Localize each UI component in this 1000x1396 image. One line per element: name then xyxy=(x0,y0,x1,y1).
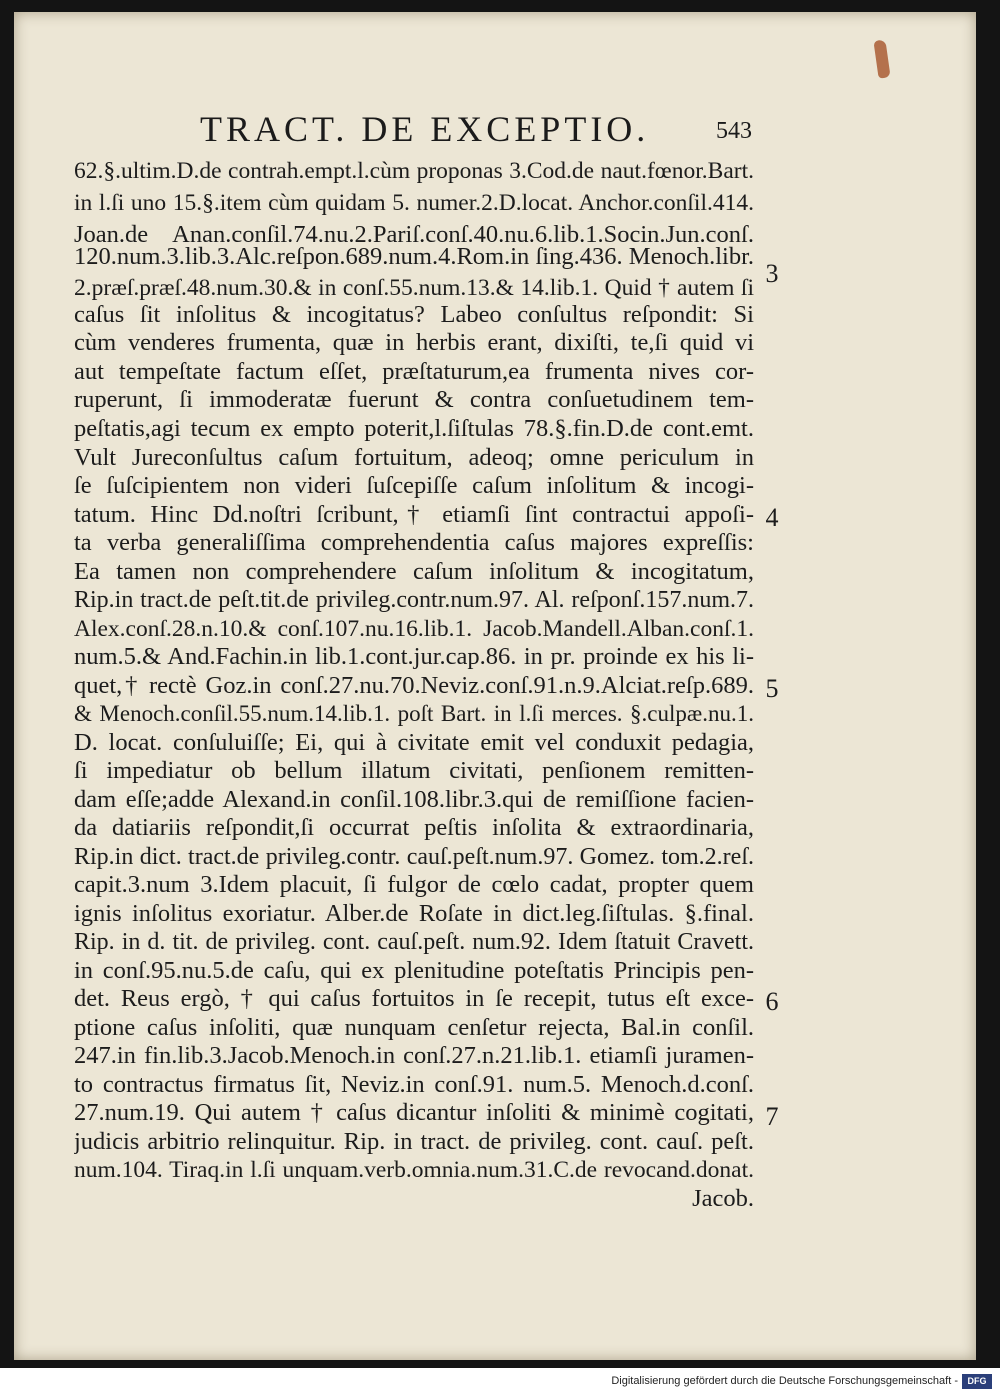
catchword: Jacob. xyxy=(692,1185,754,1212)
text-line: dam eſſe;adde Alexand.in conſil.108.libr.3.qui de remiſſione facien- xyxy=(74,786,754,813)
text-line: ptione caſus inſoliti, quæ nunquam cenſetur rejecta, Bal.in conſil. xyxy=(74,1014,754,1041)
text-line: in conſ.95.nu.5.de caſu, qui ex plenitudine poteſtatis Principis pen- xyxy=(74,957,754,984)
text-line: Joan.de Anan.conſil.74.nu.2.Pariſ.conſ.40.nu.6.lib.1.Socin.Jun.conſ. xyxy=(74,221,754,248)
text-line: aut tempeſtate factum eſſet, præſtaturum,ea frumenta nives cor- xyxy=(74,358,754,385)
text-line: to contractus firmatus ſit, Neviz.in conſ.91. num.5. Menoch.d.conſ. xyxy=(74,1071,754,1098)
text-line: Rip.in dict. tract.de privileg.contr. cauſ.peſt.num.97. Gomez. tom.2.reſ. xyxy=(74,844,754,870)
text-line: Rip. in d. tit. de privileg. cont. cauſ.peſt. num.92. Idem ſtatuit Cravett. xyxy=(74,929,754,955)
margin-number: 3 xyxy=(765,259,779,288)
text-line: Alex.conſ.28.n.10.& conſ.107.nu.16.lib.1. Jacob.Mandell.Alban.conſ.1. xyxy=(74,616,754,642)
text-line: quet,† rectè Goz.in conſ.27.nu.70.Neviz.conſ.91.n.9.Alciat.reſp.689. xyxy=(74,672,754,699)
text-line: 2.præſ.præſ.48.num.30.& in conſ.55.num.13.& 14.lib.1. Quid † autem ſi xyxy=(74,275,754,301)
text-line: in l.ſi uno 15.§.item cùm quidam 5. numer.2.D.locat. Anchor.conſil.414. xyxy=(74,190,754,216)
page-number: 543 xyxy=(716,118,752,144)
margin-number: 4 xyxy=(765,503,779,532)
text-line: Vult Jureconſultus caſum fortuitum, adeoq; omne periculum in xyxy=(74,444,754,471)
text-line: 62.§.ultim.D.de contrah.empt.l.cùm proponas 3.Cod.de naut.fœnor.Bart. xyxy=(74,158,754,184)
text-line: ta verba generaliſſima comprehendentia caſus majores expreſſis: xyxy=(74,529,754,556)
margin-number: 5 xyxy=(765,674,779,703)
text-line: peſtatis,agi tecum ex empto poterit,l.ſiſtulas 78.§.fin.D.de cont.emt. xyxy=(74,415,754,442)
text-line: cùm venderes frumenta, quæ in herbis erant, dixiſti, te,ſi quid vi xyxy=(74,329,754,356)
text-line: da datiariis reſpondit,ſi occurrat peſtis inſolita & extraordinaria, xyxy=(74,814,754,841)
text-line: ignis inſolitus exoriatur. Alber.de Roſate in dict.leg.ſiſtulas. §.final. xyxy=(74,900,754,927)
text-line: ſe ſuſcipientem non videri ſuſcepiſſe caſum inſolitum & incogi- xyxy=(74,472,754,499)
text-line: D. locat. conſuluiſſe; Ei, qui à civitate emit vel conduxit pedagia, xyxy=(74,729,754,756)
footer-bar xyxy=(0,1368,1000,1396)
text-line: judicis arbitrio relinquitur. Rip. in tract. de privileg. cont. cauſ. peſt. xyxy=(74,1128,754,1155)
text-line: num.104. Tiraq.in l.ſi unquam.verb.omnia.num.31.C.de revocand.donat. xyxy=(74,1157,754,1183)
text-line: ruperunt, ſi immoderatæ fuerunt & contra conſuetudinem tem- xyxy=(74,386,754,413)
text-line: ſi impediatur ob bellum illatum civitati, penſionem remitten- xyxy=(74,757,754,784)
margin-number: 7 xyxy=(765,1102,779,1131)
text-line: num.5.& And.Fachin.in lib.1.cont.jur.cap.86. in pr. proinde ex his li- xyxy=(74,643,754,670)
text-line: 247.in fin.lib.3.Jacob.Menoch.in conſ.27.n.21.lib.1. etiamſi juramen- xyxy=(74,1042,754,1069)
running-head: TRACT. DE EXCEPTIO. xyxy=(200,109,650,149)
text-line: caſus ſit inſolitus & incogitatus? Labeo conſultus reſpondit: Si xyxy=(74,301,754,328)
margin-number: 6 xyxy=(765,987,779,1016)
text-line: 120.num.3.lib.3.Alc.reſpon.689.num.4.Rom.in ſing.436. Menoch.libr. xyxy=(74,243,754,270)
text-line: Rip.in tract.de peſt.tit.de privileg.contr.num.97. Al. reſponſ.157.num.7. xyxy=(74,587,754,613)
text-line: det. Reus ergò, † qui caſus fortuitos in ſe recepit, tutus eſt exce- xyxy=(74,985,754,1012)
funding-credit: Digitalisierung gefördert durch die Deutsche Forschungsgemeinschaft - xyxy=(611,1375,958,1387)
text-line: & Menoch.conſil.55.num.14.lib.1. poſt Bart. in l.ſi merces. §.culpæ.nu.1. xyxy=(74,701,754,726)
text-line: 27.num.19. Qui autem † caſus dicantur inſoliti & minimè cogitati, xyxy=(74,1099,754,1126)
text-line: capit.3.num 3.Idem placuit, ſi fulgor de cœlo cadat, propter quem xyxy=(74,871,754,898)
ink-stain-mark xyxy=(873,39,890,78)
text-line: Ea tamen non comprehendere caſum inſolitum & incogitatum, xyxy=(74,558,754,585)
text-line: tatum. Hinc Dd.noſtri ſcribunt,† etiamſi ſint contractui appoſi- xyxy=(74,501,754,528)
dfg-logo: DFG xyxy=(962,1374,992,1389)
